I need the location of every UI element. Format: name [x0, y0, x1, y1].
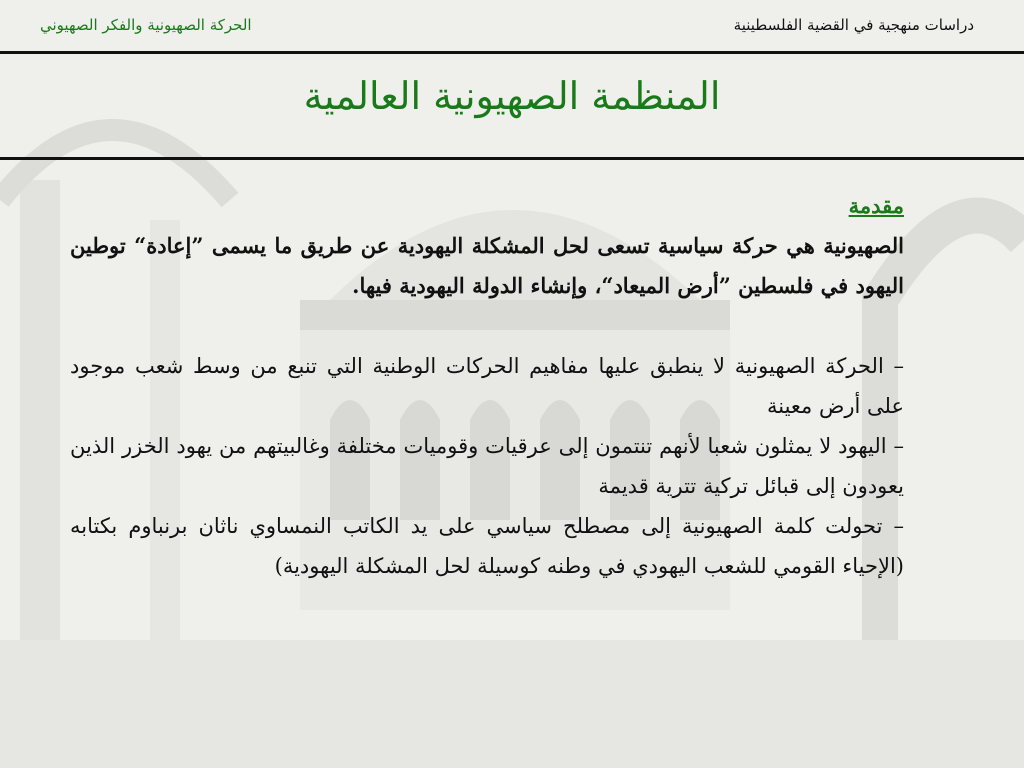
- slide-body: [70, 186, 904, 586]
- header-left-title: الحركة الصهيونية والفكر الصهيوني: [40, 16, 252, 34]
- title-divider: [0, 157, 1024, 160]
- section-heading: مقدمة: [848, 193, 904, 218]
- header-right-title: دراسات منهجية في القضية الفلسطينية: [733, 16, 974, 34]
- bullet-item: – تحولت كلمة الصهيونية إلى مصطلح سياسي على يد الكاتب النمساوي ناثان برنباوم بكتابه (الإحياء القومي للشعب اليهودي في وطنه كوسيلة لحل المشكلة اليهودية): [70, 514, 904, 578]
- top-divider: [0, 51, 1024, 54]
- bullet-item: – اليهود لا يمثلون شعبا لأنهم تنتمون إلى عرقيات وقوميات مختلفة وغالبيتهم من يهود الخزر الذين يعودون إلى قبائل تركية تترية قديمة: [70, 434, 904, 498]
- slide-title: المنظمة الصهيونية العالمية: [303, 74, 721, 118]
- bullet-item: – الحركة الصهيونية لا ينطبق عليها مفاهيم الحركات الوطنية التي تنبع من وسط شعب موجود على أرض معينة: [70, 354, 904, 418]
- intro-paragraph: الصهيونية هي حركة سياسية تسعى لحل المشكلة اليهودية عن طريق ما يسمى ”إعادة“ توطين اليهود في فلسطين ”أرض الميعاد“، وإنشاء الدولة اليهودية فيها.: [70, 233, 904, 298]
